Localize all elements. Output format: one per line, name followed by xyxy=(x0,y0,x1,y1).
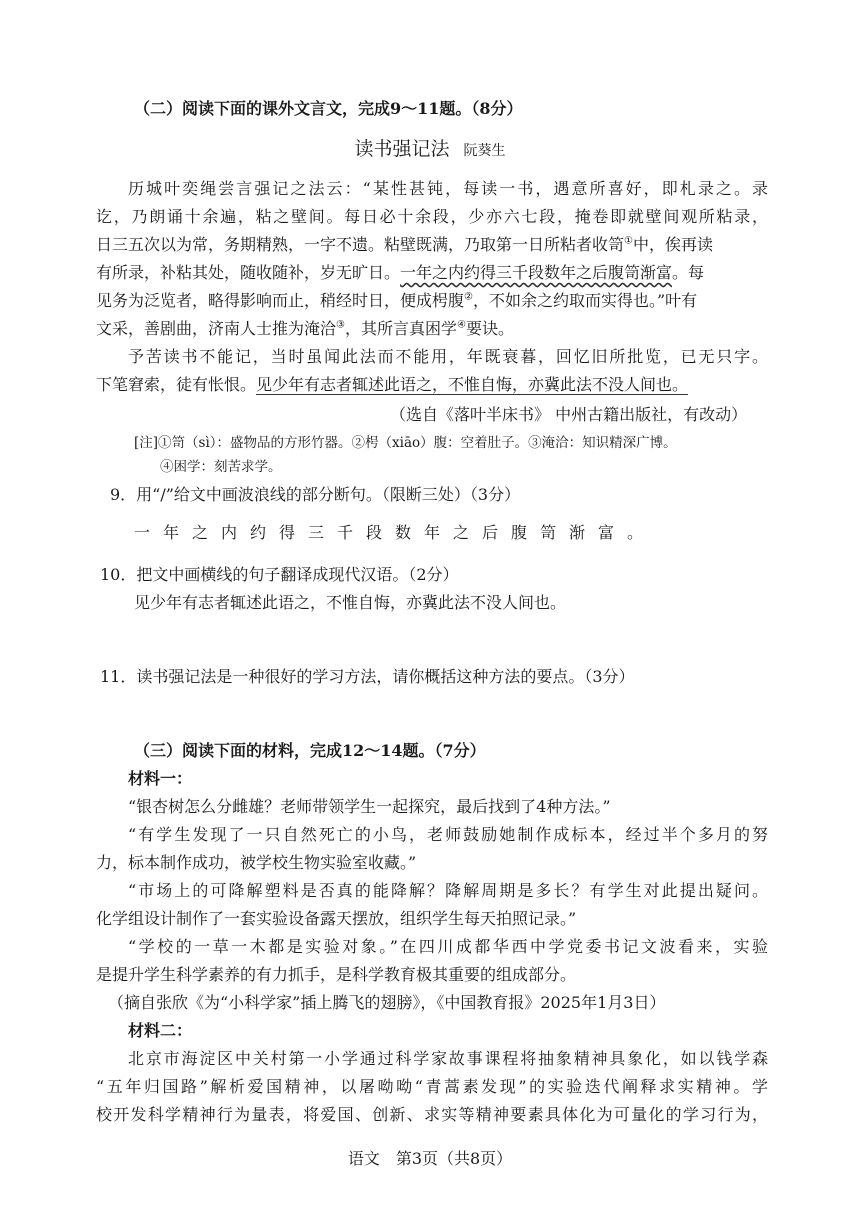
material2-label: 材料二： xyxy=(128,1021,193,1040)
material1-label: 材料一： xyxy=(128,769,193,788)
material-line: 化学组设计制作了一套实验设备露天摆放，组织学生每天拍照记录。” xyxy=(96,909,577,928)
material-line: 校开发科学精神行为量表，将爱国、创新、求实等精神要素具体化为可量化的学习行为， xyxy=(96,1105,768,1124)
answer-9: 一年之内约得三千段数年之后腹笥渐富。 xyxy=(134,523,657,542)
material-line: 是提升学生科学素养的有力抓手，是科学教育极其重要的组成部分。 xyxy=(96,965,577,984)
material-line: “有学生发现了一只自然死亡的小鸟，老师鼓励她制作成标本，经过半个多月的努 xyxy=(128,825,768,844)
question-10: 10．把文中画横线的句子翻译成现代汉语。（2分） xyxy=(100,565,459,584)
annotation-line: ④困学：刻苦求学。 xyxy=(160,459,282,475)
answer-10: 见少年有志者辄述此语之，不惟自悔，亦冀此法不没人间也。 xyxy=(134,593,567,612)
material-line: 北京市海淀区中关村第一小学通过科学家故事课程将抽象精神具象化，如以钱学森 xyxy=(128,1049,768,1068)
passage-line: 文采，善剧曲，济南人士推为淹洽③，其所言真困学④要诀。 xyxy=(96,319,514,338)
passage-author: 阮葵生 xyxy=(463,143,506,159)
passage-line: 讫，乃朗诵十余遍，粘之壁间。每日必十余段，少亦六七段，掩卷即就壁间观所粘录， xyxy=(96,207,768,226)
passage-line: 予苦读书不能记，当时虽闻此法而不能用，年既衰暮，回忆旧所批览，已无只字。 xyxy=(128,347,768,366)
wavy-underlined-sentence: 一年之内约得三千段数年之后腹笥渐富 xyxy=(400,263,673,282)
passage-line: 有所录，补粘其处，随收随补，岁无旷日。一年之内约得三千段数年之后腹笥渐富。每 xyxy=(96,263,705,282)
section3-heading: （三）阅读下面的材料，完成12～14题。（7分） xyxy=(134,741,486,760)
question-11: 11．读书强记法是一种很好的学习方法，请你概括这种方法的要点。（3分） xyxy=(100,667,635,686)
section2-heading: （二）阅读下面的课外文言文，完成9～11题。（8分） xyxy=(134,99,523,118)
material-line: “市场上的可降解塑料是否真的能降解？降解周期是多长？有学生对此提出疑问。 xyxy=(128,881,768,900)
passage-line: 见务为泛览者，略得影响而止，稍经时日，便成枵腹②，不如余之约取而实得也。”叶有 xyxy=(96,291,698,310)
passage-line: 下笔窘索，徒有怅恨。见少年有志者辄述此语之，不惟自悔，亦冀此法不没人间也。 xyxy=(96,375,689,394)
annotation-line: [注]①笥（sì）：盛物品的方形竹器。②枵（xiāo）腹：空着肚子。③淹洽：知识精深广博。 xyxy=(134,435,677,451)
material-line: 力，标本制作成功，被学校生物实验室收藏。” xyxy=(96,853,417,872)
passage-line: 历城叶奕绳尝言强记之法云：“某性甚钝，每读一书，遇意所喜好，即札录之。录 xyxy=(128,179,768,198)
question-9: 9．用“/”给文中画波浪线的部分断句。（限断三处）（3分） xyxy=(110,485,521,504)
material-line: “学校的一草一木都是实验对象。”在四川成都华西中学党委书记文波看来，实验 xyxy=(128,937,768,956)
passage-source: （选自《落叶半床书》 中州古籍出版社，有改动） xyxy=(390,405,748,424)
material-line: “银杏树怎么分雌雄？老师带领学生一起探究，最后找到了4种方法。” xyxy=(128,797,611,816)
material-line: “五年归国路”解析爱国精神，以屠呦呦“青蒿素发现”的实验迭代阐释求实精神。学 xyxy=(96,1077,768,1096)
passage-line: 日三五次以为常，务期精熟，一字不遗。粘壁既满，乃取第一日所粘者收笥①中，俟再读 xyxy=(96,235,713,254)
material1-source: （摘自张欣《为“小科学家”插上腾飞的翅膀》，《中国教育报》2025年1月3日） xyxy=(108,993,666,1012)
page-footer: 语文 第3页（共8页） xyxy=(347,1149,513,1168)
passage-title: 读书强记法 xyxy=(354,138,450,160)
passage-title-line xyxy=(0,138,860,162)
underlined-sentence: 见少年有志者辄述此语之，不惟自悔，亦冀此法不没人间也。 xyxy=(256,375,689,394)
